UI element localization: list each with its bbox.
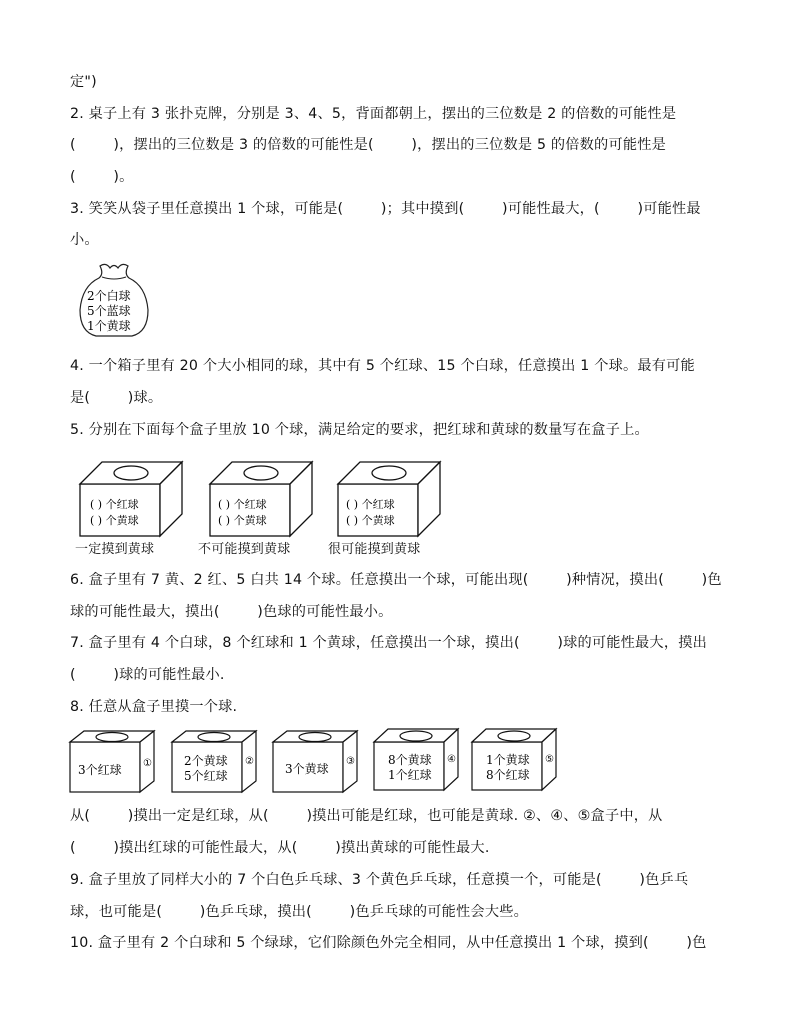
bag-figure (74, 260, 154, 340)
box-label: ( ) 个黄球 (90, 514, 139, 527)
q8-line-1: 8. 任意从盒子里摸一个球. (70, 699, 238, 715)
q7-line-2: ( )球的可能性最小. (70, 667, 225, 683)
box-label: ( ) 个黄球 (218, 514, 267, 527)
q8-line-3: ( )摸出红球的可能性最大，从( )摸出黄球的可能性最大. (70, 840, 490, 856)
q8-line-2: 从( )摸出一定是红球，从( )摸出可能是红球，也可能是黄球. ②、④、⑤盒子中，从 (70, 808, 663, 824)
q4-line-2: 是( )球。 (70, 390, 163, 406)
box-number: ② (245, 756, 254, 767)
q9-line-1: 9. 盒子里放了同样大小的 7 个白色乒乓球、3 个黄色乒乓球，任意摸一个，可能是( )色乒乓 (70, 872, 689, 888)
q8-box-3 (273, 730, 363, 795)
box-label: 2个黄球 (184, 754, 228, 768)
box-label: ( ) 个红球 (346, 498, 395, 511)
q5-caption-3: 很可能摸到黄球 (328, 542, 421, 557)
box-label: 8个黄球 (388, 753, 432, 767)
bag-line-3: 1个黄球 (87, 319, 131, 333)
bag-line-1: 2个白球 (87, 289, 131, 303)
box-label: 5个红球 (184, 769, 228, 783)
bag-line-2: 5个蓝球 (87, 304, 131, 318)
box-label: ( ) 个红球 (218, 498, 267, 511)
box-label: 3个黄球 (285, 762, 329, 776)
q4-line-1: 4. 一个箱子里有 20 个大小相同的球，其中有 5 个红球、15 个白球，任意摸出 1 个球。最有可能 (70, 358, 695, 374)
box-label: 8个红球 (486, 768, 530, 782)
q10-line-1: 10. 盒子里有 2 个白球和 5 个绿球，它们除颜色外完全相同，从中任意摸出 1 个球，摸到( )色 (70, 935, 707, 951)
q8-box-4 (374, 728, 464, 793)
box-label: 1个红球 (388, 768, 432, 782)
q3-line-1: 3. 笑笑从袋子里任意摸出 1 个球，可能是( )；其中摸到( )可能性最大，( )可能性最 (70, 201, 701, 217)
q5-box-2 (210, 460, 320, 540)
box-number: ④ (447, 754, 456, 765)
q7-line-1: 7. 盒子里有 4 个白球，8 个红球和 1 个黄球，任意摸出一个球，摸出( )球的可能性最大，摸出 (70, 635, 707, 651)
q5-caption-1: 一定摸到黄球 (75, 542, 155, 557)
q5-caption-2: 不可能摸到黄球 (198, 542, 291, 557)
box-number: ③ (346, 756, 355, 767)
q-text-continued: 定") (70, 74, 97, 90)
q3-line-2: 小。 (70, 232, 99, 248)
q9-line-2: 球，也可能是( )色乒乓球，摸出( )色乒乓球的可能性会大些。 (70, 904, 528, 920)
box-number: ⑤ (545, 754, 554, 765)
q6-line-2: 球的可能性最大，摸出( )色球的可能性最小。 (70, 604, 393, 620)
box-label: 3个红球 (78, 763, 122, 777)
q5-box-1 (80, 460, 190, 540)
q6-line-1: 6. 盒子里有 7 黄、2 红、5 白共 14 个球。任意摸出一个球，可能出现( )种情况，摸出( )色 (70, 572, 722, 588)
q5-line-1: 5. 分别在下面每个盒子里放 10 个球，满足给定的要求，把红球和黄球的数量写在盒子上。 (70, 422, 649, 438)
q8-box-2 (172, 730, 262, 795)
q2-line-1: 2. 桌子上有 3 张扑克牌，分别是 3、4、5，背面都朝上，摆出的三位数是 2 的倍数的可能性是 (70, 106, 677, 122)
q8-box-1 (70, 730, 160, 795)
box-label: ( ) 个红球 (90, 498, 139, 511)
q2-line-2: ( )，摆出的三位数是 3 的倍数的可能性是( )，摆出的三位数是 5 的倍数的可能性是 (70, 137, 666, 153)
box-label: 1个黄球 (486, 753, 530, 767)
q8-box-5 (472, 728, 562, 793)
q5-box-3 (338, 460, 448, 540)
box-label: ( ) 个黄球 (346, 514, 395, 527)
q2-line-3: ( )。 (70, 169, 134, 185)
box-number: ① (143, 758, 152, 769)
